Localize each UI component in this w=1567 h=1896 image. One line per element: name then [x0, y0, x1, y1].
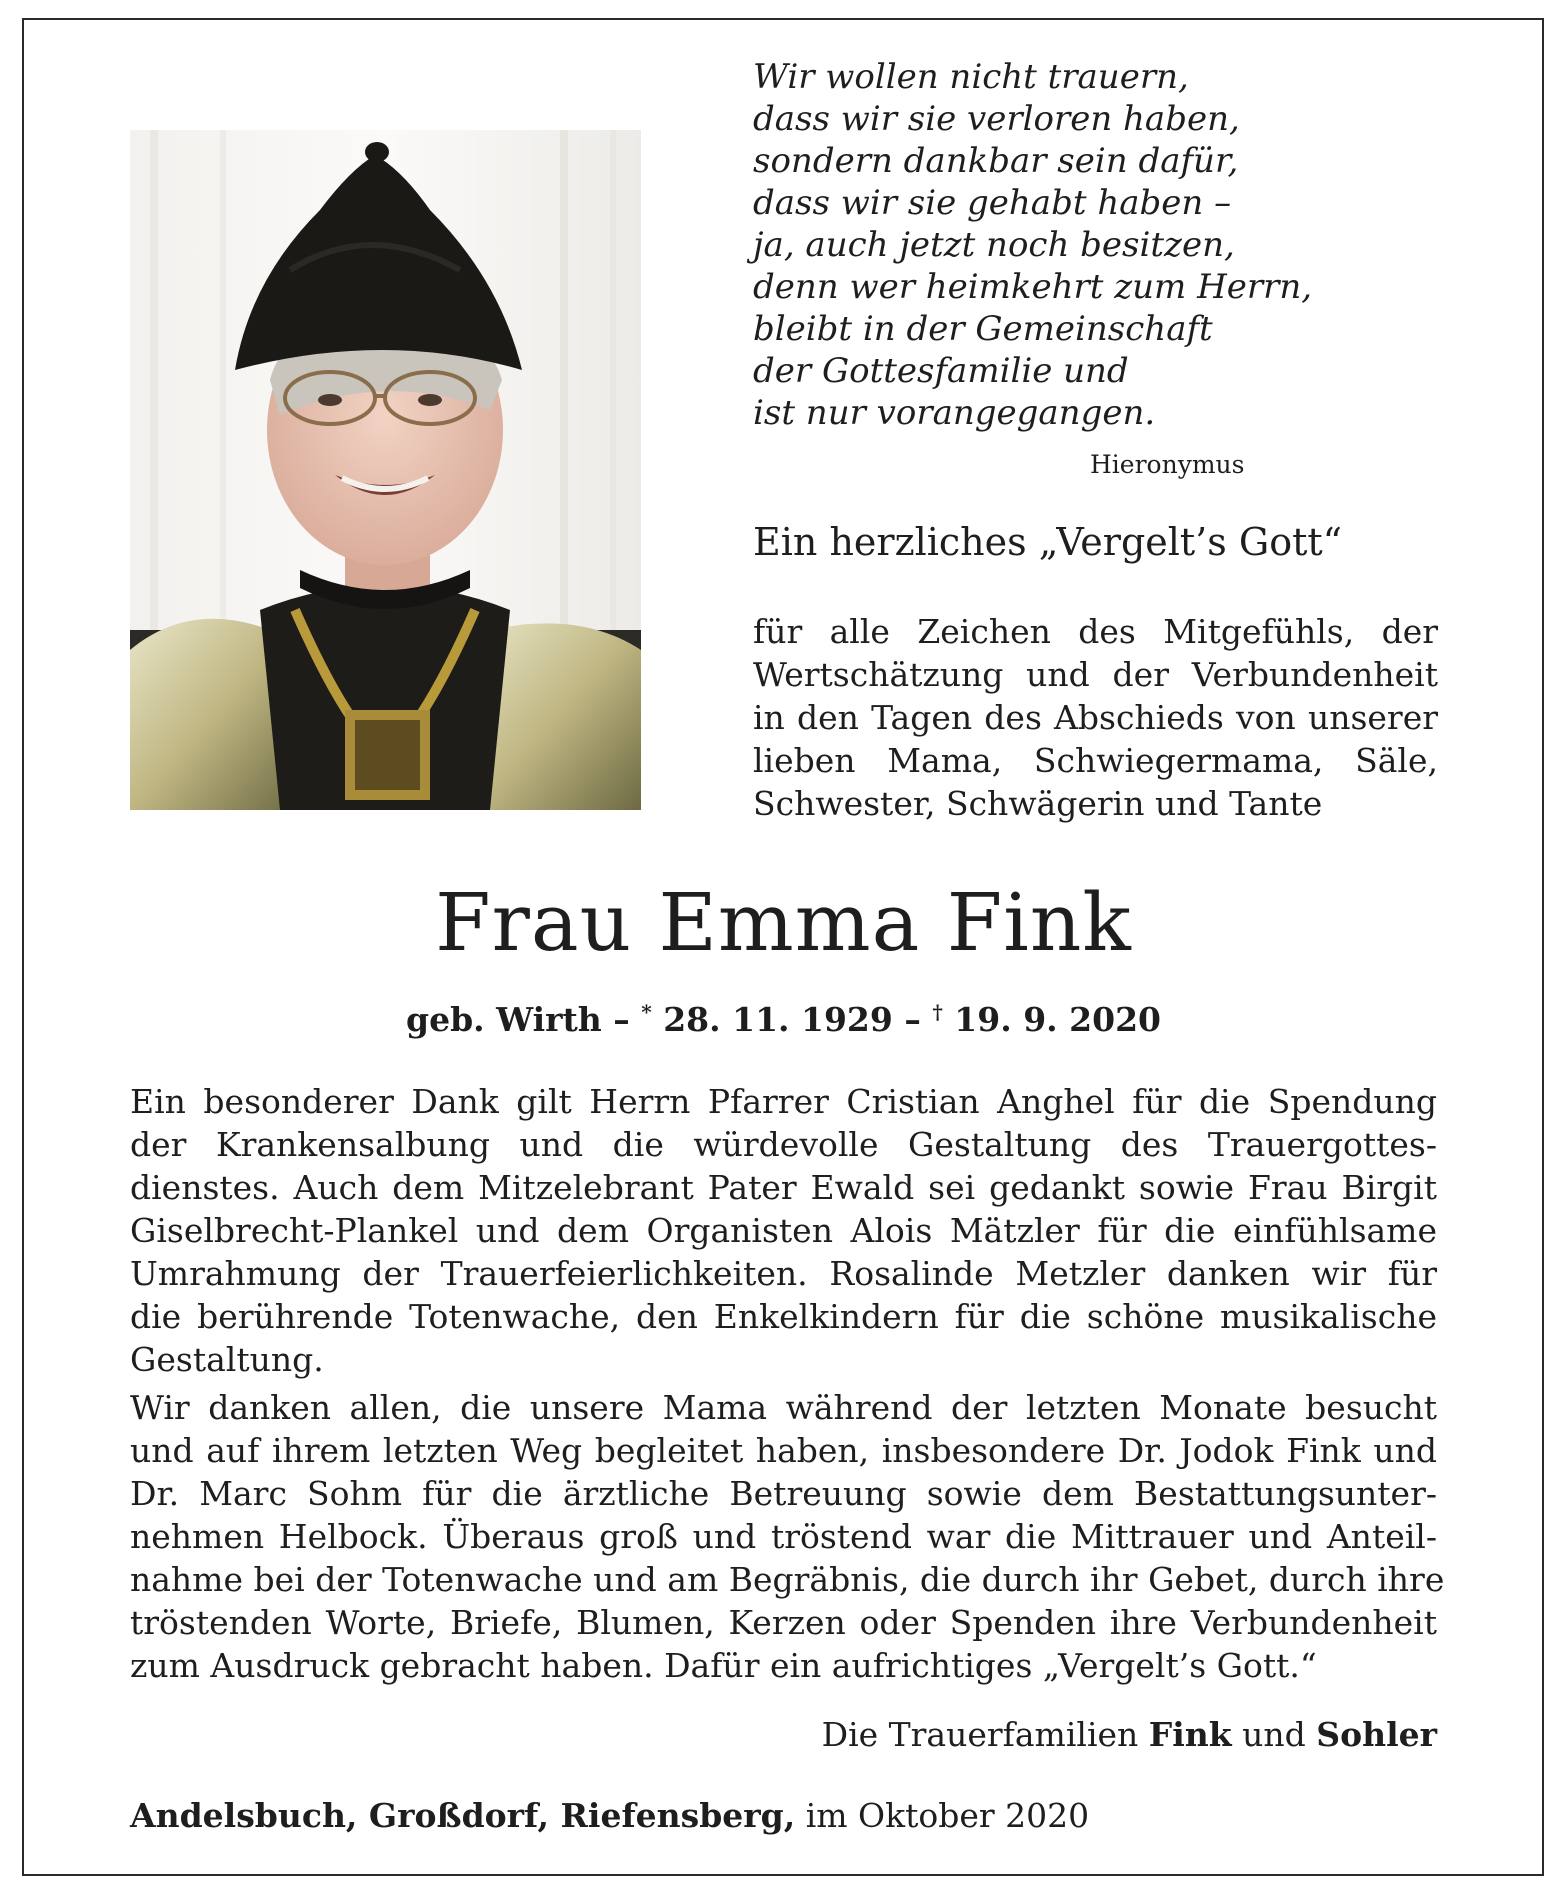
paragraph-line: Gestaltung.	[130, 1340, 324, 1379]
poem-line: ja, auch jetzt noch besitzen,	[753, 225, 1235, 265]
family-name-sohler: Sohler	[1316, 1715, 1437, 1754]
poem-line: dass wir sie gehabt haben –	[753, 183, 1232, 223]
thanks-intro	[753, 610, 1438, 825]
birth-name: geb. Wirth –	[406, 1000, 642, 1039]
paragraph-line: Giselbrecht-Plankel und dem Organisten Alois Mätzler für die einfühlsame	[130, 1211, 1437, 1250]
thanks-intro-line: in den Tagen des Abschieds von unserer	[753, 698, 1438, 737]
poem-line: dass wir sie verloren haben,	[753, 99, 1240, 139]
death-symbol: †	[932, 1000, 943, 1024]
portrait-photo	[130, 130, 641, 810]
paragraph-line: zum Ausdruck gebracht haben. Dafür ein aufrichtiges „Vergelt’s Gott.“	[130, 1646, 1317, 1685]
birth-symbol: *	[641, 1000, 652, 1024]
paragraph-line: Ein besonderer Dank gilt Herrn Pfarrer Cristian Anghel für die Spendung	[130, 1082, 1437, 1121]
paragraph-line: dienstes. Auch dem Mitzelebrant Pater Ewald sei gedankt sowie Frau Birgit	[130, 1168, 1437, 1207]
paragraph-line: und auf ihrem letzten Weg begleitet haben, insbesondere Dr. Jodok Fink und	[130, 1431, 1437, 1470]
poem-line: sondern dankbar sein dafür,	[753, 141, 1239, 181]
thanks-intro-line: für alle Zeichen des Mitgefühls, der	[753, 612, 1438, 651]
paragraph-line: Umrahmung der Trauerfeierlichkeiten. Rosalinde Metzler danken wir für	[130, 1254, 1437, 1293]
notice-date: im Oktober 2020	[795, 1796, 1090, 1835]
paragraph-line: Dr. Marc Sohm für die ärztliche Betreuung sowie dem Bestattungsunter-	[130, 1474, 1437, 1513]
paragraph-line: der Krankensalbung und die würdevolle Gestaltung des Trauergottes-	[130, 1125, 1437, 1164]
thanks-intro-line: Wertschätzung und der Verbundenheit	[753, 655, 1438, 694]
paragraph-line: Wir danken allen, die unsere Mama während der letzten Monate besucht	[130, 1388, 1437, 1427]
memorial-poem	[753, 56, 1453, 434]
signature-conjunction: und	[1231, 1715, 1317, 1754]
paragraph-line: die berührende Totenwache, den Enkelkindern für die schöne musikalische	[130, 1297, 1437, 1336]
paragraph-line: nehmen Helbock. Überaus groß und tröstend war die Mittrauer und Anteil-	[130, 1517, 1437, 1556]
life-dates	[0, 1000, 1567, 1039]
poem-line: ist nur vorangegangen.	[753, 393, 1156, 433]
place-towns: Andelsbuch, Großdorf, Riefensberg,	[130, 1796, 796, 1835]
thanks-intro-line: lieben Mama, Schwiegermama, Säle,	[753, 741, 1438, 780]
thanks-paragraph-2	[130, 1386, 1445, 1687]
thanks-intro-line: Schwester, Schwägerin und Tante	[753, 784, 1323, 823]
place-and-date	[130, 1796, 1089, 1835]
thanks-paragraph-1	[130, 1080, 1437, 1381]
poem-line: der Gottesfamilie und	[753, 351, 1129, 391]
poem-line: denn wer heimkehrt zum Herrn,	[753, 267, 1313, 307]
poem-line: bleibt in der Gemeinschaft	[753, 309, 1213, 349]
birth-date: 28. 11. 1929 –	[651, 1000, 933, 1039]
death-date: 19. 9. 2020	[942, 1000, 1161, 1039]
signature-prefix: Die Trauerfamilien	[821, 1715, 1149, 1754]
family-name-fink: Fink	[1148, 1715, 1232, 1754]
family-signature	[822, 1715, 1437, 1754]
poem-line: Wir wollen nicht trauern,	[753, 57, 1189, 97]
thanks-heading: Ein herzliches „Vergelt’s Gott“	[753, 520, 1343, 564]
paragraph-line: nahme bei der Totenwache und am Begräbnis, die durch ihr Gebet, durch ihre	[130, 1560, 1445, 1599]
paragraph-line: tröstenden Worte, Briefe, Blumen, Kerzen oder Spenden ihre Verbundenheit	[130, 1603, 1437, 1642]
deceased-name: Frau Emma Fink	[435, 876, 1132, 969]
poem-author: Hieronymus	[1090, 450, 1245, 479]
